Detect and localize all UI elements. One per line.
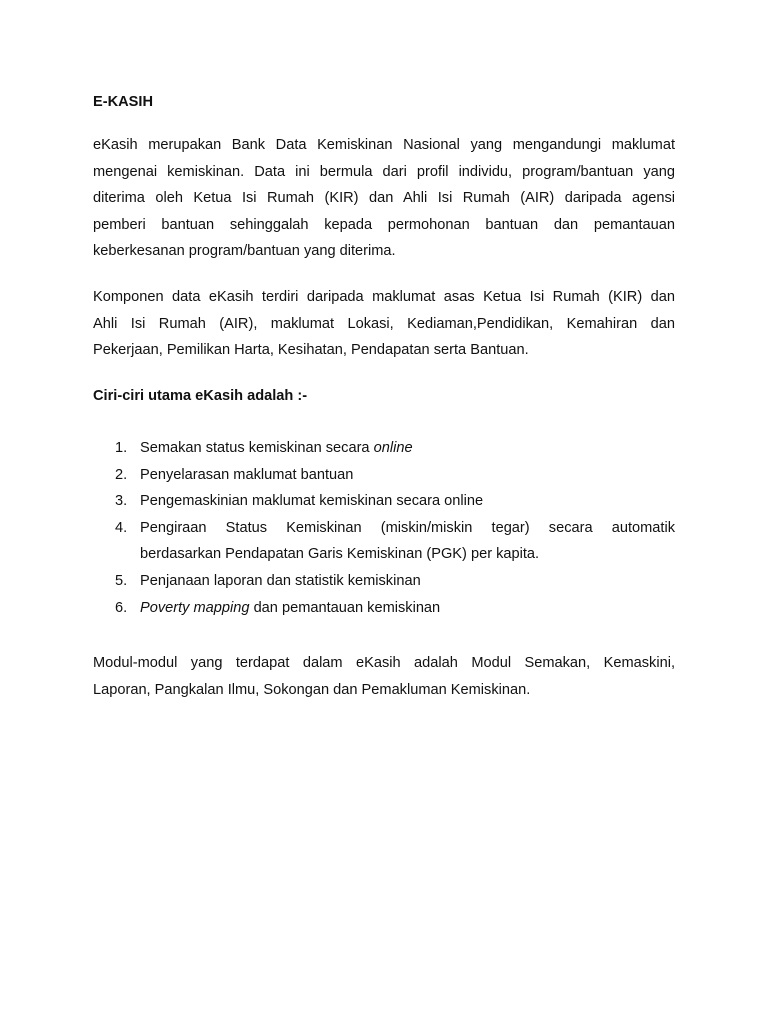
- paragraph-intro: [93, 132, 675, 265]
- list-item: [93, 435, 675, 462]
- list-item: [93, 595, 675, 622]
- list-text-italic: Poverty mapping: [140, 599, 250, 616]
- list-number: 5.: [115, 572, 128, 589]
- list-text: berdasarkan Pendapatan Garis Kemiskinan (PGK) per kapita.: [140, 546, 540, 563]
- list-item: [93, 462, 675, 489]
- list-text: Pengiraan Status Kemiskinan (miskin/miskin tegar) secara automatik: [140, 519, 675, 536]
- paragraph-line: Laporan, Pangkalan Ilmu, Sokongan dan Pemakluman Kemiskinan.: [93, 681, 531, 698]
- list-text-italic: online: [373, 440, 413, 456]
- paragraph-modules: [93, 650, 675, 703]
- paragraph-line: Ahli Isi Rumah (AIR), maklumat Lokasi, Kediaman,Pendidikan, Kemahiran dan: [93, 315, 675, 332]
- paragraph-line: mengenai kemiskinan. Data ini bermula dari profil individu, program/bantuan yang: [93, 163, 675, 180]
- list-item: [93, 515, 675, 568]
- list-number: 4.: [115, 519, 128, 536]
- list-text: Penjanaan laporan dan statistik kemiskinan: [140, 572, 421, 589]
- list-item: [93, 488, 675, 515]
- paragraph-line: Komponen data eKasih terdiri daripada maklumat asas Ketua Isi Rumah (KIR) dan: [93, 289, 675, 305]
- paragraph-line: pemberi bantuan sehinggalah kepada permohonan bantuan dan pemantauan: [93, 216, 675, 233]
- list-number: 1.: [115, 440, 128, 456]
- list-number: 6.: [115, 599, 128, 616]
- list-text: Pengemaskinian maklumat kemiskinan secara online: [140, 493, 484, 510]
- list-number: 2.: [115, 466, 128, 483]
- paragraph-components: [93, 284, 675, 364]
- paragraph-line: keberkesanan program/bantuan yang diterima.: [93, 243, 396, 260]
- paragraph-line: diterima oleh Ketua Isi Rumah (KIR) dan Ahli Isi Rumah (AIR) daripada agensi: [93, 190, 675, 207]
- paragraph-line: Pekerjaan, Pemilikan Harta, Kesihatan, Pendapatan serta Bantuan.: [93, 342, 529, 359]
- list-item: [93, 568, 675, 595]
- list-text: Penyelarasan maklumat bantuan: [140, 466, 354, 483]
- document-title: E-KASIH: [93, 94, 153, 110]
- list-text: Semakan status kemiskinan secara: [140, 440, 374, 456]
- paragraph-line: Modul-modul yang terdapat dalam eKasih adalah Modul Semakan, Kemaskini,: [93, 655, 675, 671]
- features-heading: Ciri-ciri utama eKasih adalah :-: [93, 388, 308, 404]
- features-list: [93, 435, 675, 621]
- list-text: dan pemantauan kemiskinan: [249, 599, 441, 616]
- list-number: 3.: [115, 493, 128, 510]
- paragraph-line: eKasih merupakan Bank Data Kemiskinan Nasional yang mengandungi maklumat: [93, 137, 675, 153]
